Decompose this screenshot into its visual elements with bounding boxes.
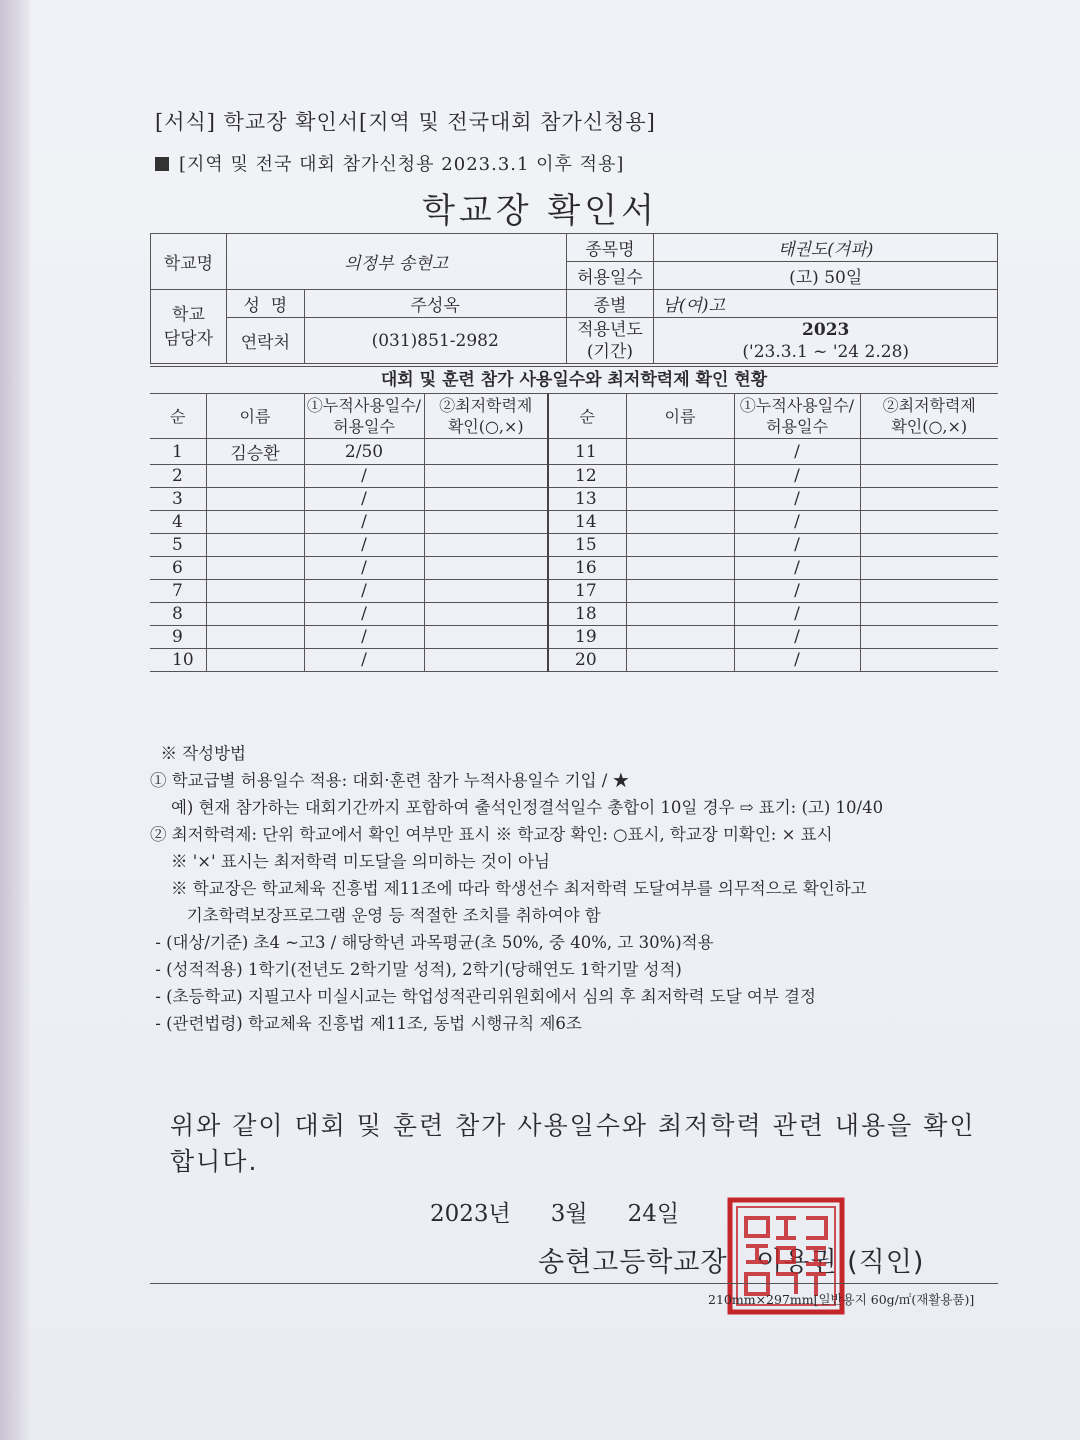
school-label: 학교명 [151,234,227,290]
confirm-statement: 위와 같이 대회 및 훈련 참가 사용일수와 최저학력 관련 내용을 확인합니다. [170,1111,976,1176]
section-title: 대회 및 훈련 참가 사용일수와 최저학력제 확인 현황 [150,366,998,394]
row-name [206,603,304,626]
instruction-line: - (초등학교) 지필고사 미실시교는 학업성적관리위원회에서 심의 후 최저학력 도달 여부 결정 [150,987,816,1006]
col-check-right: ②최저학력제 확인(○,×) [860,394,998,439]
row-no: 9 [150,626,206,649]
records-body [150,439,998,672]
row-no: 7 [150,580,206,603]
row-days: / [734,465,860,488]
days-value: (고) 50일 [654,262,998,290]
row-name: 김승환 [206,439,304,465]
principal-signature: 송현고등학교장 이용권 (직인) [538,1247,925,1278]
table-row [150,488,998,511]
table-row [150,580,998,603]
col-check: ②최저학력제 확인(○,×) [424,394,548,439]
row-name [626,649,734,672]
year-cell [654,318,998,364]
row-days: / [304,580,424,603]
row-check [424,557,548,580]
row-days: / [304,649,424,672]
instruction-line: ※ 작성방법 [150,744,246,763]
row-check [860,511,998,534]
col-days: ①누적사용일수/ 허용일수 [304,394,424,439]
instruction-line: 예) 현재 참가하는 대회기간까지 포함하여 출석인정결석일수 총합이 10일 경우 ⇨ 표기: (고) 10/40 [150,798,884,817]
row-check [424,603,548,626]
row-name [626,603,734,626]
instruction-line: ① 학교급별 허용일수 적용: 대회·훈련 참가 누적사용일수 기입 / ★ [150,771,630,790]
col-days-right: ①누적사용일수/ 허용일수 [734,394,860,439]
row-no: 19 [548,626,626,649]
row-days: / [734,488,860,511]
instructions [150,740,883,1037]
row-days: / [304,603,424,626]
row-days: / [734,603,860,626]
row-name [626,626,734,649]
row-check [424,626,548,649]
signing-date [430,1195,719,1228]
row-days: / [734,626,860,649]
instruction-line: ※ 학교장은 학교체육 진흥법 제11조에 따라 학생선수 최저학력 도달여부를 의무적으로 확인하고 [150,879,867,898]
row-check [424,439,548,465]
gender-label: 종별 [566,290,654,318]
year-label: 적용년도 (기간) [566,318,654,364]
row-no: 4 [150,511,206,534]
table-row [150,534,998,557]
row-name [626,580,734,603]
row-no: 17 [548,580,626,603]
row-no: 8 [150,603,206,626]
table-row [150,465,998,488]
info-table [150,233,998,364]
year-value: 2023 [802,319,850,340]
row-days: / [734,534,860,557]
row-check [860,557,998,580]
col-name-right: 이름 [626,394,734,439]
row-no: 13 [548,488,626,511]
row-no: 14 [548,511,626,534]
row-check [424,511,548,534]
row-name [626,511,734,534]
name-value: 주성옥 [304,290,566,318]
row-name [626,439,734,465]
row-days: / [304,557,424,580]
row-no: 1 [150,439,206,465]
row-no: 16 [548,557,626,580]
row-name [626,534,734,557]
row-check [860,488,998,511]
row-no: 6 [150,557,206,580]
row-check [860,603,998,626]
instruction-line: - (대상/기준) 초4 ~고3 / 해당학년 과목평균(초 50%, 중 40%, 고 30%)적용 [150,933,714,952]
row-check [860,580,998,603]
row-no: 10 [150,649,206,672]
row-name [206,557,304,580]
col-no: 순 [150,394,206,439]
name-label: 성 명 [226,290,304,318]
col-no-right: 순 [548,394,626,439]
row-check [424,534,548,557]
row-no: 18 [548,603,626,626]
row-check [424,649,548,672]
row-name [206,649,304,672]
manager-label: 학교 담당자 [151,290,227,364]
contact-label: 연락처 [226,318,304,364]
contact-value: (031)851-2982 [304,318,566,364]
row-name [206,511,304,534]
row-check [860,534,998,557]
event-label: 종목명 [566,234,654,262]
days-label: 허용일수 [566,262,654,290]
table-row [150,626,998,649]
row-name [626,465,734,488]
instruction-line: ※ '×' 표시는 최저학력 미도달을 의미하는 것이 아님 [150,852,550,871]
apply-line-text: [지역 및 전국 대회 참가신청용 2023.3.1 이후 적용] [179,154,625,175]
instruction-line: - (성적적용) 1학기(전년도 2학기말 성적), 2학기(당해연도 1학기말 성적) [150,960,682,979]
instruction-line: 기초학력보장프로그램 운영 등 적절한 조치를 취하여야 함 [150,906,601,925]
row-days: / [304,465,424,488]
row-days: / [734,557,860,580]
row-name [626,488,734,511]
period-value: ('23.3.1 ~ '24 2.28) [742,341,910,362]
row-days: / [734,580,860,603]
table-row [150,557,998,580]
row-no: 5 [150,534,206,557]
document-title: 학교장 확인서 [422,191,658,231]
row-check [860,465,998,488]
date-day: 24일 [627,1201,680,1227]
row-no: 15 [548,534,626,557]
gender-value: 남(여)고 [654,290,998,318]
row-no: 11 [548,439,626,465]
paper-spec: 210mm×297mm[일반용지 60g/㎡(재활용품)] [708,1292,975,1307]
row-no: 20 [548,649,626,672]
row-check [860,649,998,672]
row-name [206,626,304,649]
row-days: / [734,649,860,672]
table-row [150,603,998,626]
row-name [206,465,304,488]
footer-rule [150,1283,998,1284]
row-days: / [304,534,424,557]
records-table [150,393,998,672]
records-header-row [150,394,998,439]
school-value: 의정부 송현고 [226,234,566,290]
date-year: 2023년 [430,1201,511,1227]
row-check [860,439,998,465]
date-month: 3월 [550,1201,588,1227]
square-bullet-icon [155,157,169,171]
apply-line [155,150,624,176]
row-check [424,488,548,511]
row-check [424,465,548,488]
row-no: 3 [150,488,206,511]
row-days: / [734,511,860,534]
row-days: / [304,488,424,511]
row-days: 2/50 [304,439,424,465]
instruction-line: - (관련법령) 학교체육 진흥법 제11조, 동법 시행규칙 제6조 [150,1014,582,1033]
row-days: / [734,439,860,465]
row-name [206,488,304,511]
instruction-line: ② 최저학력제: 단위 학교에서 확인 여부만 표시 ※ 학교장 확인: ○표시, 학교장 미확인: × 표시 [150,825,833,844]
row-check [424,580,548,603]
row-name [206,534,304,557]
form-line: [서식] 학교장 확인서[지역 및 전국대회 참가신청용] [155,110,656,134]
table-row [150,511,998,534]
table-row [150,439,998,465]
row-name [206,580,304,603]
row-check [860,626,998,649]
row-no: 12 [548,465,626,488]
row-days: / [304,511,424,534]
row-name [626,557,734,580]
row-days: / [304,626,424,649]
event-value: 태권도(겨파) [654,234,998,262]
col-name: 이름 [206,394,304,439]
row-no: 2 [150,465,206,488]
table-row [150,649,998,672]
